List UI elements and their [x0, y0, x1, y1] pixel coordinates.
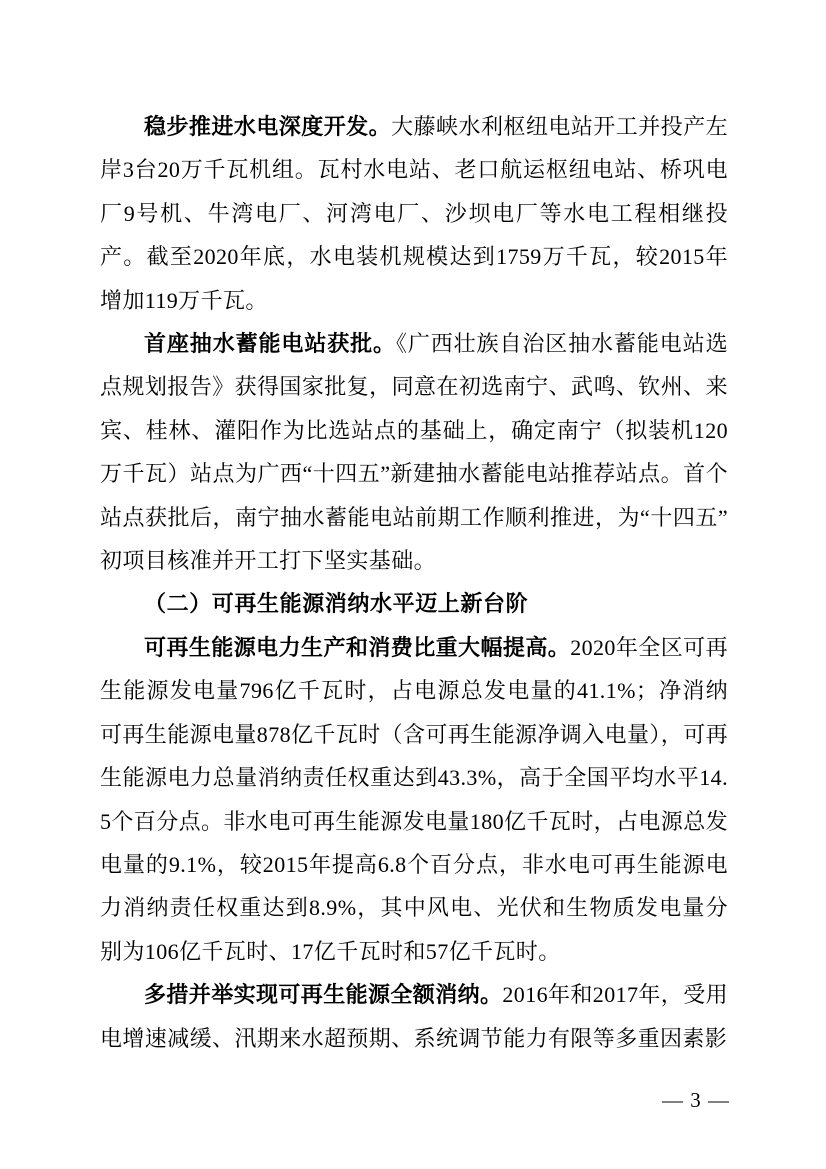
- paragraph-hydropower-development: [100, 105, 728, 322]
- paragraph-lead-bold: 多措并举实现可再生能源全额消纳。: [144, 982, 503, 1008]
- section-heading: （二）可再生能源消纳水平迈上新台阶: [144, 591, 529, 617]
- paragraph-body-text: 大藤峡水利枢纽电站开工并投产左岸3台20万千瓦机组。瓦村水电站、老口航运枢纽电站、桥巩电厂9号机、牛湾电厂、河湾电厂、沙坝电厂等水电工程相继投产。截至2020年底，水电装机规模达到1759万千瓦，较2015年增加119万千瓦。: [100, 114, 728, 313]
- paragraph-full-consumption: [100, 973, 728, 1060]
- paragraph-pumped-storage-approval: [100, 322, 728, 582]
- text-block: [100, 105, 728, 1060]
- paragraph-body-text: 2020年全区可再生能源发电量796亿千瓦时，占电源总发电量的41.1%；净消纳可再生能源电量878亿千瓦时（含可再生能源净调入电量），可再生能源电力总量消纳责任权重达到43.3%，高于全国平均水平14.5个百分点。非水电可再生能源发电量180亿千瓦时，占电源总发电量的9.1%，较2015年提高6.8个百分点，非水电可再生能源电力消纳责任权重达到8.9%，其中风电、光伏和生物质发电量分别为106亿千瓦时、17亿千瓦时和57亿千瓦时。: [100, 634, 729, 964]
- page-number: — 3 —: [662, 1088, 730, 1112]
- paragraph-renewable-share: [100, 626, 728, 973]
- paragraph-lead-bold: 首座抽水蓄能电站获批。: [144, 331, 396, 357]
- paragraph-body-text: 《广西壮族自治区抽水蓄能电站选点规划报告》获得国家批复，同意在初选南宁、武鸣、钦州、来宾、桂林、灌阳作为比选站点的基础上，确定南宁（拟装机120万千瓦）站点为广西“十四五”新建抽水蓄能电站推荐站点。首个站点获批后，南宁抽水蓄能电站前期工作顺利推进，为“十四五”初项目核准并开工打下坚实基础。: [100, 331, 728, 574]
- paragraph-body-text: 2016年和2017年，受用电增速减缓、汛期来水超预期、系统调节能力有限等多重因素影: [100, 982, 729, 1051]
- paragraph-lead-bold: 稳步推进水电深度开发。: [144, 114, 392, 139]
- paragraph-lead-bold: 可再生能源电力生产和消费比重大幅提高。: [144, 634, 571, 660]
